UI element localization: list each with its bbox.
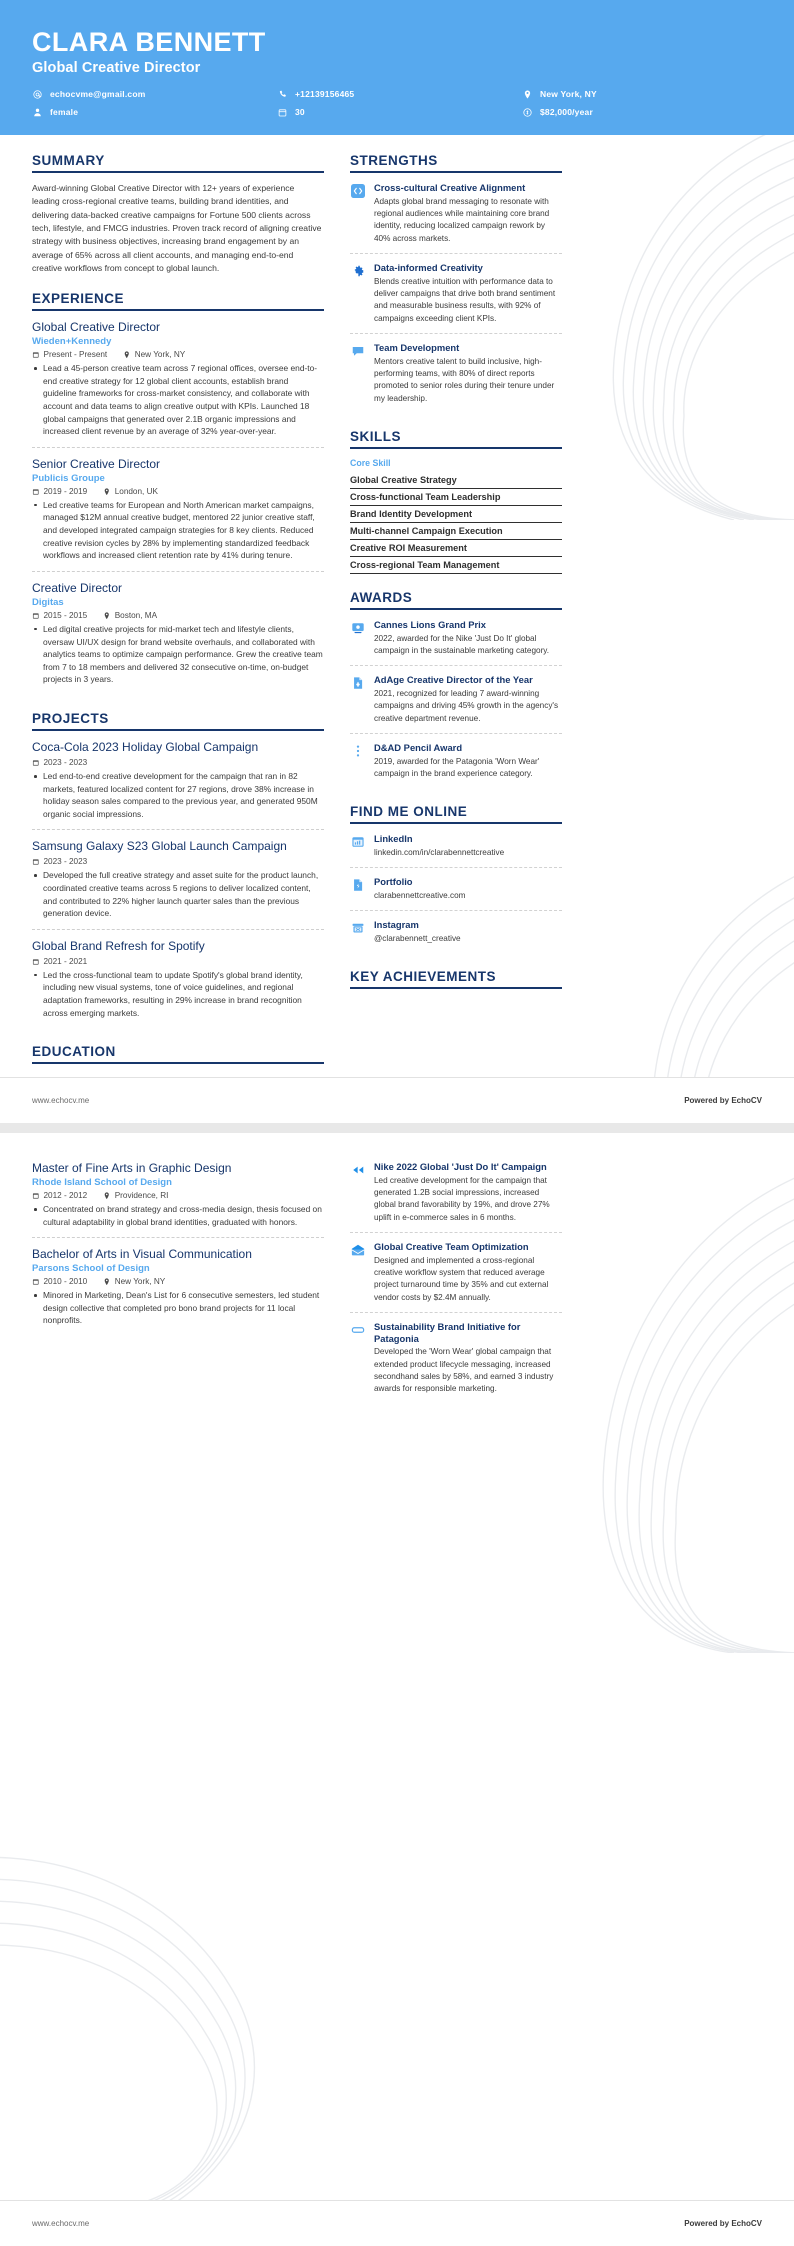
award-item	[350, 619, 562, 666]
section-strengths	[350, 153, 562, 413]
page-2-columns	[0, 1133, 794, 1420]
monitor-icon	[350, 620, 366, 636]
entry-role: Samsung Galaxy S23 Global Launch Campaign	[32, 839, 287, 854]
item-title: Data-informed Creativity	[374, 261, 483, 273]
left-column-page2	[32, 1161, 324, 1352]
right-column	[350, 153, 562, 1005]
awards-heading: AWARDS	[350, 590, 562, 610]
entry-dates	[32, 1191, 87, 1200]
document-icon	[350, 675, 366, 691]
calendar-icon	[32, 488, 40, 496]
page-1-columns	[0, 135, 794, 1080]
entry-dates	[32, 957, 87, 966]
section-find-me-online	[350, 804, 562, 953]
calendar-icon	[32, 858, 40, 866]
header-job-title: Global Creative Director	[32, 59, 201, 76]
entry-dates	[32, 857, 87, 866]
resume-page-2	[0, 1133, 794, 2246]
salary-icon	[522, 107, 533, 118]
contact-phone[interactable]	[277, 89, 522, 100]
item-description: @clarabennett_creative	[374, 933, 461, 943]
entry-location-text: Boston, MA	[114, 610, 158, 620]
entry-dates	[32, 611, 87, 620]
entry-dates-text: 2023 - 2023	[43, 857, 88, 867]
page-title: CLARA BENNETT	[32, 27, 266, 57]
resume-header	[0, 0, 794, 135]
contact-grid	[32, 89, 762, 118]
section-projects	[32, 711, 324, 1028]
entry-dates-text: 2015 - 2015	[43, 610, 88, 620]
footer-site[interactable]: www.echocv.me	[32, 2219, 90, 2228]
entry-description: Led the cross-functional team to update Spotify's global brand identity, including new visual systems, tone of voice guidelines, and regional adaptation frameworks, resulting in 29% increase in brand recognition across emerging markets.	[32, 969, 324, 1019]
entry-role: Creative Director	[32, 580, 123, 595]
entry-location	[103, 1277, 165, 1286]
entry-role: Master of Fine Arts in Graphic Design	[32, 1161, 232, 1175]
entry-role: Senior Creative Director	[32, 456, 161, 471]
online-body	[374, 919, 562, 945]
strength-item	[350, 342, 562, 413]
contact-age[interactable]	[277, 107, 522, 118]
section-summary	[32, 153, 324, 275]
item-description: Developed the 'Worn Wear' global campaign that extended product lifecycle messaging, increased secondhand sales by 58%, and earned 3 industry awards for responsible marketing.	[374, 1347, 554, 1394]
code-icon	[350, 183, 366, 199]
entry-company: Wieden+Kennedy	[32, 336, 112, 348]
section-experience	[32, 291, 324, 695]
summary-text: Award-winning Global Creative Director with 12+ years of experience leading cross-regional creative teams, building brand identities, and delivering data-backed creative campaigns for Fortune 500 clients across tech, lifestyle, and FMCG industries. Proven track record of aligning creative strategy with business objectives, increasing brand engagement by an average of 65% across all client accounts, and managing end-to-end creative workflows from concept to global launch.	[32, 183, 322, 273]
strengths-heading: STRENGTHS	[350, 153, 562, 173]
item-description: Mentors creative talent to build inclusive, high-performing teams, with 80% of direct reports promoted to senior roles during their tenure under my leadership.	[374, 356, 555, 403]
online-item-linkedin[interactable]	[350, 833, 562, 868]
entry-description: Concentrated on brand strategy and cross-media design, thesis focused on cultural adaptability in global brand identities, graduated with honors.	[32, 1203, 324, 1228]
linkedin-icon	[350, 834, 366, 850]
contact-phone-value: +12139156465	[295, 89, 355, 100]
entry-location	[103, 1191, 168, 1200]
entry-meta	[32, 611, 324, 620]
entry-dates-text: 2021 - 2021	[43, 956, 88, 966]
right-column-page2	[350, 1161, 562, 1420]
section-education-heading-p1	[32, 1044, 324, 1064]
location-icon	[103, 1192, 111, 1200]
calendar-icon	[32, 759, 40, 767]
entry-dates	[32, 1277, 87, 1286]
award-body	[374, 674, 562, 725]
item-title: LinkedIn	[374, 833, 413, 845]
item-title: AdAge Creative Director of the Year	[374, 674, 533, 686]
footer-brand: Powered by EchoCV	[684, 1096, 762, 1105]
section-key-achievements	[350, 1161, 562, 1404]
entry-dates-text: 2019 - 2019	[43, 486, 88, 496]
education-heading: EDUCATION	[32, 1044, 324, 1064]
entry-company: Digitas	[32, 596, 64, 608]
item-description: Designed and implemented a cross-regional creative workflow system that reduced average project turnaround time by 35% and cut external vendor costs by $2.4M annually.	[374, 1255, 549, 1302]
achievement-item	[350, 1241, 562, 1313]
entry-meta	[32, 758, 324, 767]
project-entry	[32, 839, 324, 929]
entry-dates-text: 2010 - 2010	[43, 1277, 88, 1287]
experience-heading: EXPERIENCE	[32, 291, 324, 311]
entry-description: Developed the full creative strategy and asset suite for the product launch, coordinated creative teams across 5 regions to deliver localized content, and contributed to 22% higher launch quarter sales than the previous generation device.	[32, 869, 324, 919]
item-description: Led creative development for the campaign that generated 1.2B social impressions, increased global brand favorability by 19%, and drove 27% uplift in e-commerce sales in 6 months.	[374, 1175, 550, 1222]
projects-heading: PROJECTS	[32, 711, 324, 731]
decorative-swirl-icon	[0, 1826, 280, 2206]
section-skills	[350, 429, 562, 574]
calendar-icon	[32, 958, 40, 966]
item-title: Sustainability Brand Initiative for Patagonia	[374, 1320, 521, 1344]
entry-meta	[32, 957, 324, 966]
achievement-item	[350, 1161, 562, 1233]
contact-email[interactable]	[32, 89, 277, 100]
item-title: Global Creative Team Optimization	[374, 1240, 529, 1252]
item-description: Adapts global brand messaging to resonate with regional audiences while maintaining core brand identity, reducing localized campaign rework by 40% across markets.	[374, 196, 550, 243]
section-education	[32, 1161, 324, 1336]
entry-dates-text: 2023 - 2023	[43, 757, 88, 767]
item-description: 2021, recognized for leading 7 award-winning campaigns and driving 45% growth in the agency's creative department revenue.	[374, 688, 559, 723]
online-heading: FIND ME ONLINE	[350, 804, 562, 824]
entry-role: Coca-Cola 2023 Holiday Global Campaign	[32, 739, 259, 754]
entry-location-text: New York, NY	[134, 350, 186, 360]
achievement-body	[374, 1161, 562, 1224]
contact-location-value: New York, NY	[540, 89, 597, 100]
item-title: D&AD Pencil Award	[374, 741, 463, 753]
item-description: 2022, awarded for the Nike 'Just Do It' global campaign in the sustainable marketing category.	[374, 633, 550, 655]
entry-company: Parsons School of Design	[32, 1263, 150, 1275]
entry-description: Led end-to-end creative development for the campaign that ran in 82 markets, featured localized content for 27 regions, drove 38% increase in holiday season sales compared to the previous year, and generated 950M organic social impressions.	[32, 770, 324, 820]
skills-group-label: Core Skill	[350, 457, 391, 468]
rewind-icon	[350, 1162, 366, 1178]
skill-item: Cross-functional Team Leadership	[350, 489, 562, 506]
item-title: Cross-cultural Creative Alignment	[374, 182, 526, 193]
contact-salary[interactable]	[522, 107, 762, 118]
page-separator	[0, 1123, 794, 1133]
portfolio-icon	[350, 877, 366, 893]
item-title: Team Development	[374, 341, 460, 353]
award-item	[350, 742, 562, 788]
online-body	[374, 876, 562, 902]
entry-dates	[32, 350, 107, 359]
contact-gender-value: female	[50, 107, 79, 118]
achievements-heading: KEY ACHIEVEMENTS	[350, 969, 562, 989]
strength-body	[374, 342, 562, 405]
calendar-icon	[277, 107, 288, 118]
badge-icon	[350, 1322, 366, 1338]
skill-item: Global Creative Strategy	[350, 472, 562, 489]
award-body	[374, 619, 562, 657]
award-item	[350, 674, 562, 734]
online-body	[374, 833, 562, 859]
strength-body	[374, 262, 562, 325]
contact-location[interactable]	[522, 89, 762, 100]
section-key-achievements-heading	[350, 969, 562, 989]
experience-entry	[32, 581, 324, 695]
entry-description: Lead a 45-person creative team across 7 regional offices, oversee end-to-end creative strategy for 12 global client accounts, establish brand guideline frameworks for cross-market consistency, and collaborate with account and data teams to align creative output with KPIs. Launched 18 global campaigns that generated over 2.1B organic impressions and increased client revenue by an average of 32% year-over-year.	[32, 362, 324, 438]
left-column	[32, 153, 324, 1080]
education-entry	[32, 1161, 324, 1238]
chat-icon	[350, 343, 366, 359]
skill-item: Creative ROI Measurement	[350, 540, 562, 557]
item-title: Nike 2022 Global 'Just Do It' Campaign	[374, 1161, 547, 1172]
entry-location	[103, 487, 158, 496]
item-description: 2019, awarded for the Patagonia 'Worn Wear' campaign in the brand experience category.	[374, 756, 540, 778]
footer-site[interactable]: www.echocv.me	[32, 1096, 90, 1105]
entry-company: Rhode Island School of Design	[32, 1177, 172, 1188]
footer-brand: Powered by EchoCV	[684, 2219, 762, 2228]
entry-dates-text: 2012 - 2012	[43, 1191, 88, 1200]
item-description: linkedin.com/in/clarabennettcreative	[374, 847, 505, 857]
item-description: clarabennettcreative.com	[374, 890, 466, 900]
contact-salary-value: $82,000/year	[540, 107, 593, 118]
entry-role: Bachelor of Arts in Visual Communication	[32, 1247, 252, 1262]
skill-item: Cross-regional Team Management	[350, 557, 562, 574]
entry-meta	[32, 1277, 324, 1286]
achievement-body	[374, 1321, 562, 1396]
location-icon	[103, 612, 111, 620]
entry-dates	[32, 487, 87, 496]
entry-description: Led digital creative projects for mid-market tech and lifestyle clients, oversaw UI/UX design for brand website overhauls, and collaborated with analytics teams to optimize campaign performance. Grew the creative team from 7 to 18 members and delivered 32 consecutive on-time, on-budget projects in 3 years.	[32, 623, 324, 686]
summary-heading: SUMMARY	[32, 153, 324, 173]
location-icon	[103, 488, 111, 496]
contact-gender[interactable]	[32, 107, 277, 118]
project-entry	[32, 740, 324, 830]
entry-role: Global Brand Refresh for Spotify	[32, 938, 205, 953]
contact-age-value: 30	[295, 107, 305, 118]
section-awards	[350, 590, 562, 788]
entry-dates-text: Present - Present	[43, 350, 108, 360]
page-2-footer	[0, 2200, 794, 2246]
item-title: Portfolio	[374, 876, 413, 888]
item-title: Cannes Lions Grand Prix	[374, 618, 487, 630]
experience-entry	[32, 320, 324, 448]
entry-meta	[32, 1191, 324, 1200]
strength-item	[350, 182, 562, 254]
entry-location-text: New York, NY	[114, 1277, 166, 1287]
entry-description: Minored in Marketing, Dean's List for 6 consecutive semesters, led student design collective that completed pro bono brand projects for 11 local nonprofits.	[32, 1289, 324, 1327]
entry-location	[103, 611, 157, 620]
entry-location-text: Providence, RI	[114, 1191, 169, 1200]
entry-description: Led creative teams for European and North American market campaigns, managed $12M annual creative budget, mentored 22 junior creative staff, and developed integrated campaign strategies for 8 key clients. Reduced creative revision cycles by 28% by implementing standardized feedback workflows and increased client retention rate by 41% during tenure.	[32, 499, 324, 562]
entry-location-text: London, UK	[114, 486, 158, 496]
strength-body	[374, 182, 562, 245]
experience-entry	[32, 457, 324, 572]
entry-meta	[32, 487, 324, 496]
entry-meta	[32, 857, 324, 866]
education-entry	[32, 1247, 324, 1336]
achievement-item	[350, 1321, 562, 1404]
skill-item: Brand Identity Development	[350, 506, 562, 523]
instagram-icon	[350, 920, 366, 936]
item-title: Instagram	[374, 919, 419, 931]
calendar-icon	[32, 1192, 40, 1200]
online-item-portfolio[interactable]	[350, 876, 562, 911]
calendar-icon	[32, 612, 40, 620]
location-icon	[522, 89, 533, 100]
entry-role: Global Creative Director	[32, 320, 161, 335]
award-body	[374, 742, 562, 780]
strength-item	[350, 262, 562, 334]
online-item-instagram[interactable]	[350, 919, 562, 953]
skills-heading: SKILLS	[350, 429, 562, 449]
entry-location	[123, 350, 185, 359]
location-icon	[123, 351, 131, 359]
envelope-icon	[350, 1242, 366, 1258]
achievement-body	[374, 1241, 562, 1304]
phone-icon	[277, 89, 288, 100]
item-description: Blends creative intuition with performance data to deliver campaigns that drive both brand sentiment and measurable business results, with 92% of campaigns exceeding client KPIs.	[374, 276, 556, 323]
gear-icon	[350, 263, 366, 279]
calendar-icon	[32, 1278, 40, 1286]
project-entry	[32, 939, 324, 1028]
calendar-icon	[32, 351, 40, 359]
pencil-icon	[350, 743, 366, 759]
entry-company: Publicis Groupe	[32, 472, 105, 484]
entry-dates	[32, 758, 87, 767]
entry-meta	[32, 350, 324, 359]
email-icon	[32, 89, 43, 100]
skill-item: Multi-channel Campaign Execution	[350, 523, 562, 540]
location-icon	[103, 1278, 111, 1286]
page-1-footer	[0, 1077, 794, 1123]
contact-email-value: echocvme@gmail.com	[50, 89, 146, 100]
gender-icon	[32, 107, 43, 118]
